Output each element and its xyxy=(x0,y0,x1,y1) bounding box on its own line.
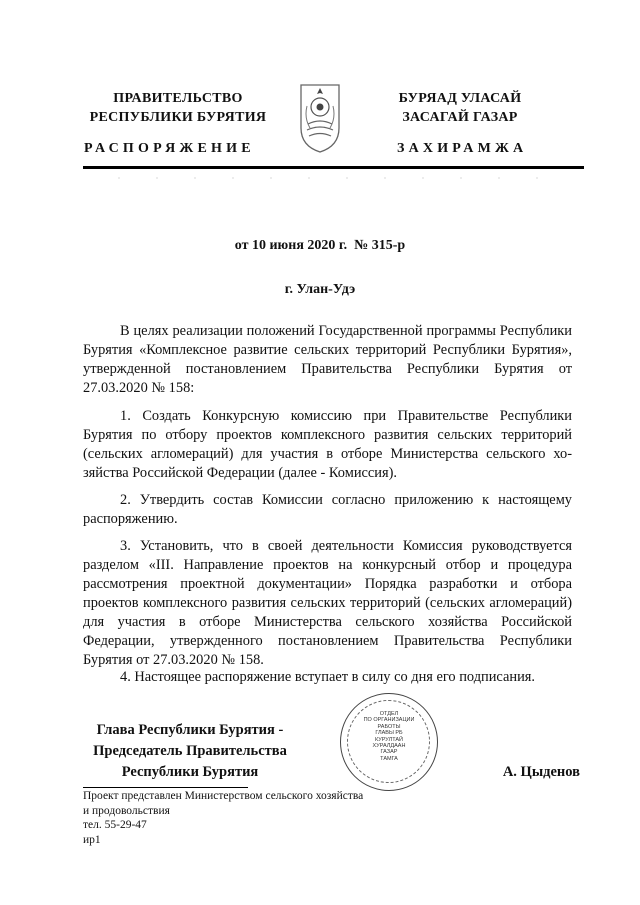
footer-line4: ир1 xyxy=(83,833,101,846)
paragraph-item-3: 3. Установить, что в своей деятельности Комиссия руководствуется разделом «III. Направление проектов на конкурсный отбор и процедура рассмотрения проектной документации» Порядка разработки и отбора проектов комплексного развития сельских территорий (сельских агломераций) для участия в отборе Министерства сельского хозяйства Российской Федерации, утвержденного постановлением Правительства Республики Бурятия от 27.03.2020 № 158. xyxy=(83,538,572,668)
stamp-line8: ТАМГА xyxy=(380,755,398,762)
emblem-icon xyxy=(296,76,344,154)
stamp-line4: ГЛАВЫ РБ xyxy=(375,730,403,737)
footer-line2: и продовольствия xyxy=(83,804,170,817)
official-stamp xyxy=(340,693,438,791)
header-left-org xyxy=(83,89,273,127)
paragraph-item-4: 4. Настоящее распоряжение вступает в силу со дня его подписания. xyxy=(120,669,535,685)
paragraph-item-1: 1. Создать Конкурсную комиссию при Правительстве Республики Бурятия по отбору проектов комплексного развития сельских территорий (сельских агломераций) для участия в отборе Министерства сельского хозяйства Российской Федерации (далее - Комиссия). xyxy=(83,408,572,481)
stamp-line3: РАБОТЫ xyxy=(377,723,401,730)
footer-line1: Проект представлен Министерством сельского хозяйства xyxy=(83,790,364,802)
doc-type-right: ЗАХИРАМЖА xyxy=(397,141,528,156)
footer-divider xyxy=(83,787,248,788)
header-right-org xyxy=(365,89,555,127)
stamp-line1: ОТДЕЛ xyxy=(379,711,399,717)
header-right-line2: ЗАСАГАЙ ГАЗАР xyxy=(402,110,518,125)
footer-line3: тел. 55-29-47 xyxy=(83,819,147,831)
signatory-name: А. Цыденов xyxy=(502,764,580,780)
signature-title-line1: Глава Республики Бурятия - xyxy=(96,722,284,738)
stamp-line5: КУРУЛТАЙ xyxy=(374,736,404,743)
stamp-line6: ХУРАЛДААН xyxy=(372,743,406,750)
header-right-line1: БУРЯАД УЛАСАЙ xyxy=(398,91,522,106)
city: г. Улан-Удэ xyxy=(284,282,356,297)
doc-type-left: РАСПОРЯЖЕНИЕ xyxy=(84,141,255,156)
paragraph-item-2: 2. Утвердить состав Комиссии согласно приложению к настоящему распоряжению. xyxy=(83,492,572,527)
stamp-line2: ПО ОРГАНИЗАЦИИ xyxy=(363,717,415,724)
header-dotted-line xyxy=(100,177,570,179)
date-number: от 10 июня 2020 г. № 315-р xyxy=(234,238,406,253)
header-left-line1: ПРАВИТЕЛЬСТВО xyxy=(113,91,243,106)
stamp-line7: ГАЗАР xyxy=(380,749,398,756)
stamp-text xyxy=(353,711,425,762)
header-divider xyxy=(83,166,584,169)
signature-title-line2: Председатель Правительства xyxy=(93,743,287,759)
header-left-line2: РЕСПУБЛИКИ БУРЯТИЯ xyxy=(89,110,267,125)
paragraph-preamble: В целях реализации положений Государственной программы Республики Бурятия «Комплексное развитие сельских территорий Республики Бурятия», утвержденной постановлением Правительства Республики Бурятия от 27.03.2020 № 158: xyxy=(83,323,572,396)
signature-title-line3: Республики Бурятия xyxy=(121,764,259,780)
footer-notes xyxy=(83,789,463,847)
signature-title xyxy=(80,720,300,783)
